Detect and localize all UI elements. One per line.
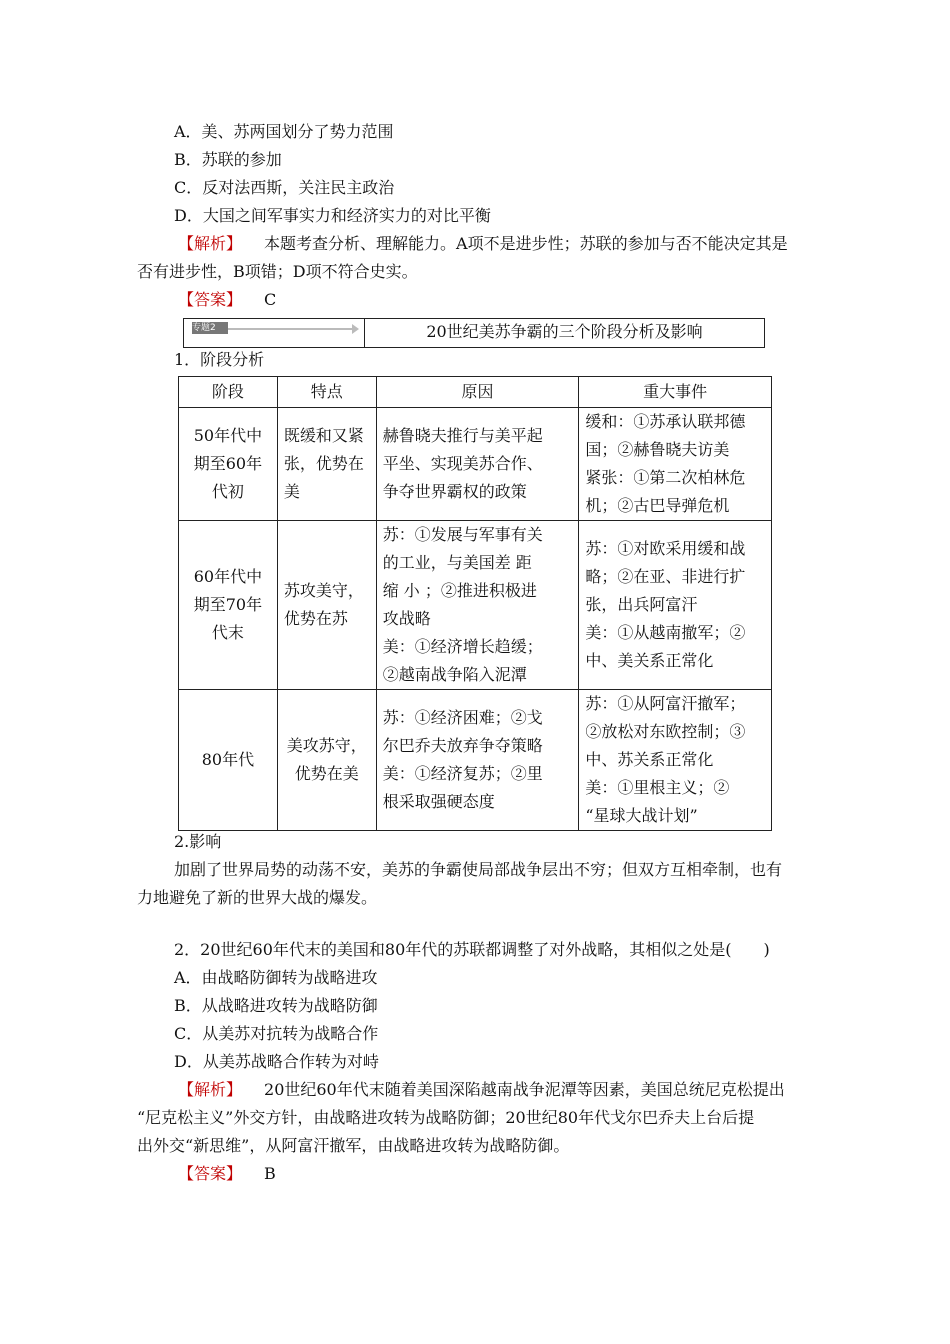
q1-option-a: A．美、苏两国划分了势力范围 (174, 122, 394, 141)
q1-analysis-cont: 否有进步性，B项错；D项不符合史实。 (137, 262, 418, 281)
header-events: 重大事件 (579, 377, 772, 408)
table-row (179, 521, 772, 690)
header-reason: 原因 (376, 377, 579, 408)
q2-analysis-cont: “尼克松主义”外交方针，由战略进攻转为战略防御；20世纪80年代戈尔巴乔夫上台后提 (137, 1108, 755, 1127)
table-row (179, 408, 772, 521)
section-stage-analysis: 1．阶段分析 (174, 350, 265, 369)
q2-option-c: C．从美苏对抗转为战略合作 (174, 1024, 379, 1043)
q2-option-d: D．从美苏战略合作转为对峙 (174, 1052, 379, 1071)
q2-option-b: B．从战略进攻转为战略防御 (174, 996, 378, 1015)
cell-feature: 既缓和又紧 张，优势在 美 (277, 408, 376, 521)
q1-answer (178, 290, 276, 310)
q1-option-c: C．反对法西斯，关注民主政治 (174, 178, 395, 197)
cell-stage: 80年代 (179, 690, 278, 831)
analysis-text: 本题考查分析、理解能力。A项不是进步性；苏联的参加与否不能决定其是 (264, 234, 788, 253)
header-feature: 特点 (277, 377, 376, 408)
cell-events: 苏：①从阿富汗撤军； ②放松对东欧控制；③ 中、苏关系正常化 美：①里根主义；② “星球大战计划” (579, 690, 772, 831)
impact-text: 加剧了世界局势的动荡不安，美苏的争霸使局部战争层出不穷；但双方互相牵制，也有 (174, 860, 783, 879)
q2-analysis-cont: 出外交“新思维”，从阿富汗撤军，由战略进攻转为战略防御。 (137, 1136, 570, 1155)
cell-feature: 苏攻美守， 优势在苏 (277, 521, 376, 690)
answer-tag: 【答案】 (178, 1164, 243, 1183)
q2-analysis (178, 1080, 785, 1100)
cell-events: 缓和：①苏承认联邦德 国；②赫鲁晓夫访美 紧张：①第二次柏林危 机；②古巴导弹危机 (579, 408, 772, 521)
cell-reason: 苏：①发展与军事有关 的工业，与美国差 距 缩 小 ；②推进积极进 攻战略 美：①经济增长趋缓； ②越南战争陷入泥潭 (376, 521, 579, 690)
analysis-tag: 【解析】 (178, 1080, 243, 1099)
cell-reason: 赫鲁晓夫推行与美平起 平坐、实现美苏合作、 争夺世界霸权的政策 (376, 408, 579, 521)
answer-value: C (264, 290, 277, 309)
arrow-icon (228, 328, 354, 330)
q2-answer (178, 1164, 276, 1184)
topic-header (183, 318, 765, 348)
header-stage: 阶段 (179, 377, 278, 408)
topic-title: 20世纪美苏争霸的三个阶段分析及影响 (426, 322, 703, 341)
q1-analysis (178, 234, 788, 254)
arrowhead-icon (352, 324, 359, 334)
impact-text-cont: 力地避免了新的世界大战的爆发。 (137, 888, 378, 907)
table-row (179, 690, 772, 831)
q1-option-b: B．苏联的参加 (174, 150, 282, 169)
table-header-row (179, 377, 772, 408)
cell-feature: 美攻苏守， 优势在美 (277, 690, 376, 831)
section-impact: 2.影响 (174, 832, 222, 851)
cell-reason: 苏：①经济困难；②戈 尔巴乔夫放弃争夺策略 美：①经济复苏；②里 根采取强硬态度 (376, 690, 579, 831)
q1-option-d: D．大国之间军事实力和经济实力的对比平衡 (174, 206, 491, 225)
cell-stage: 50年代中 期至60年 代初 (179, 408, 278, 521)
cell-events: 苏：①对欧采用缓和战 略；②在亚、非进行扩 张，出兵阿富汗 美：①从越南撤军；② 中、美关系正常化 (579, 521, 772, 690)
topic-label-cell (184, 319, 365, 347)
q2-stem: 2．20世纪60年代末的美国和80年代的苏联都调整了对外战略，其相似之处是( ) (174, 940, 770, 959)
cell-stage: 60年代中 期至70年 代末 (179, 521, 278, 690)
analysis-tag: 【解析】 (178, 234, 243, 253)
analysis-text: 20世纪60年代末随着美国深陷越南战争泥潭等因素，美国总统尼克松提出 (264, 1080, 785, 1099)
answer-value: B (264, 1164, 276, 1183)
answer-tag: 【答案】 (178, 290, 243, 309)
stage-table (178, 376, 772, 831)
topic-badge: 专题2 (192, 322, 228, 334)
q2-option-a: A．由战略防御转为战略进攻 (174, 968, 378, 987)
